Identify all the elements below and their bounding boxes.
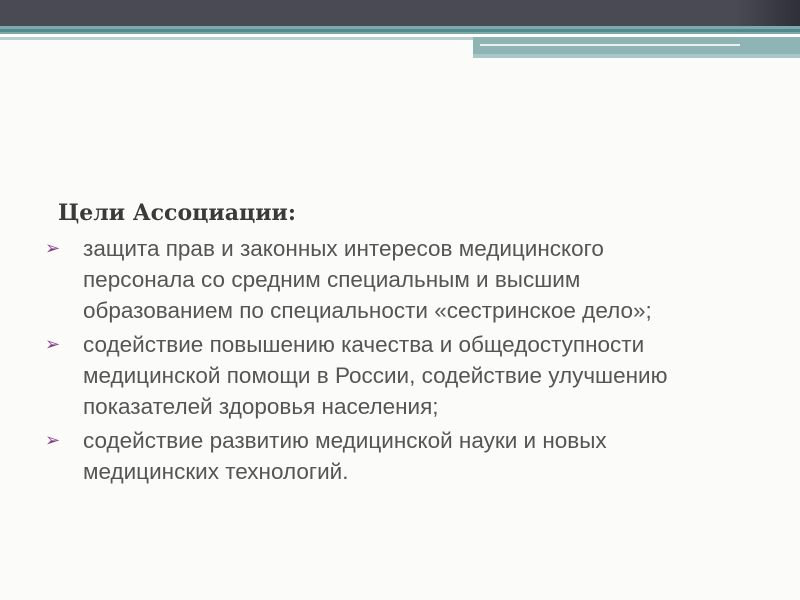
slide-heading: Цели Ассоциации: xyxy=(58,200,296,226)
arrow-bullet-icon: ➢ xyxy=(45,334,61,355)
list-item xyxy=(45,329,685,422)
list-item-text: содействие развитию медицинской науки и новых медицинских технологий. xyxy=(83,428,607,484)
header-light-line xyxy=(0,37,475,40)
arrow-bullet-icon: ➢ xyxy=(45,238,61,259)
goals-list xyxy=(45,233,685,487)
header-right-underline xyxy=(473,54,800,58)
header-teal-line xyxy=(0,29,800,32)
list-item xyxy=(45,233,685,326)
header-bar xyxy=(0,0,800,26)
list-item-text: содействие повышению качества и общедоступности медицинской помощи в России, содействие улучшению показателей здоровья населения; xyxy=(83,332,668,419)
list-item-text: защита прав и законных интересов медицинского персонала со средним специальным и высшим образованием по специальности «сестринское дело»; xyxy=(83,236,652,323)
slide-content xyxy=(45,198,685,490)
arrow-bullet-icon: ➢ xyxy=(45,430,61,451)
header-right-highlight xyxy=(480,44,740,46)
header-bar-shade xyxy=(736,0,800,26)
list-item xyxy=(45,425,685,487)
